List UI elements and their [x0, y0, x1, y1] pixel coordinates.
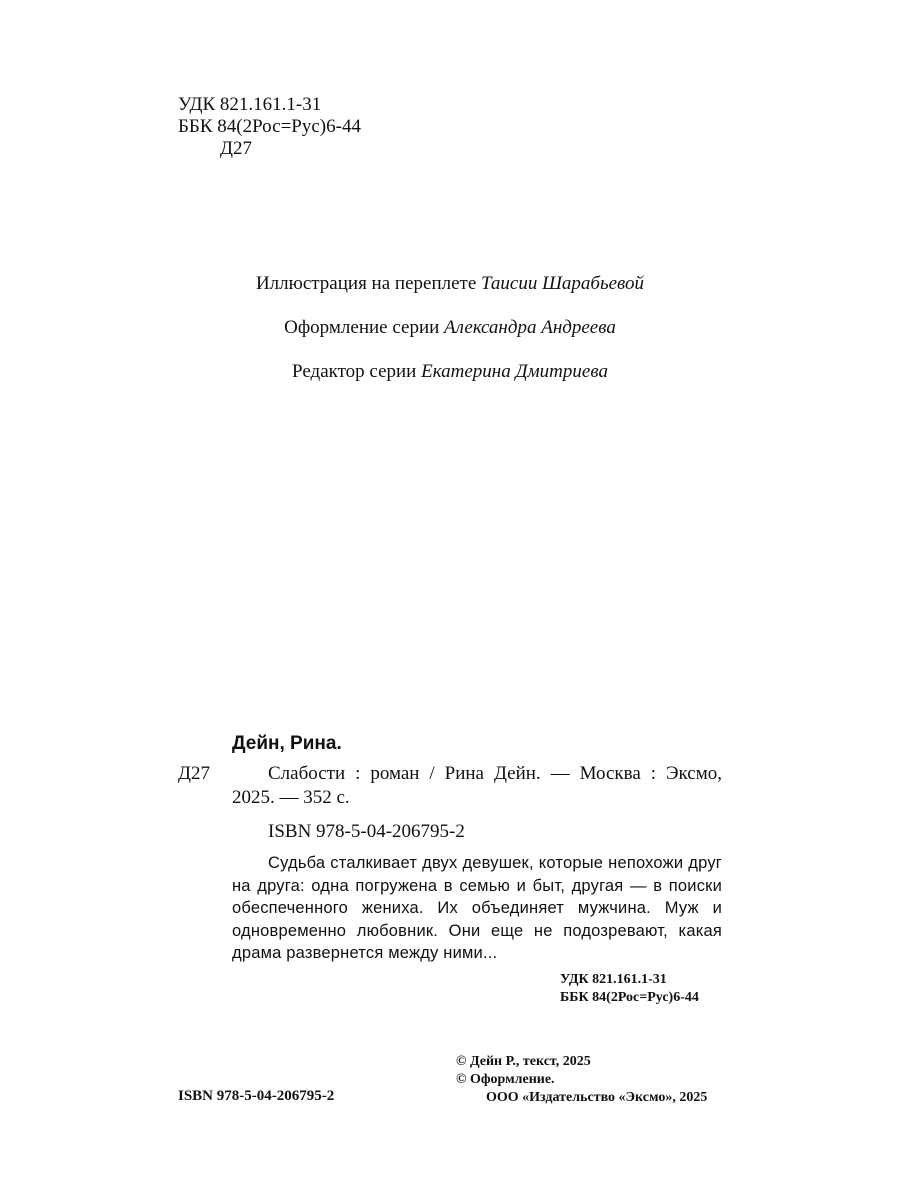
- bottom-bbk-code: ББК 84(2Рос=Рус)6-44: [560, 990, 699, 1005]
- credit-series-editor: [0, 360, 900, 384]
- copyright-design: © Оформление.: [456, 1072, 555, 1087]
- credit-series-design-label: Оформление серии: [284, 317, 440, 338]
- credit-series-editor-name: Екатерина Дмитриева: [421, 361, 608, 382]
- udk-code: УДК 821.161.1-31: [178, 94, 322, 115]
- copyright-text: © Дейн Р., текст, 2025: [456, 1054, 591, 1069]
- author-heading: Дейн, Рина.: [232, 733, 342, 754]
- bibliographic-description: Слабости : роман / Рина Дейн. — Москва : Эксмо, 2025. — 352 с.: [232, 763, 722, 808]
- record-isbn: ISBN 978-5-04-206795-2: [268, 821, 465, 842]
- bottom-udk-code: УДК 821.161.1-31: [560, 972, 667, 987]
- isbn-bottom: ISBN 978-5-04-206795-2: [178, 1088, 335, 1104]
- bbk-code: ББК 84(2Рос=Рус)6-44: [178, 116, 361, 137]
- annotation-text: Судьба сталкивает двух девушек, которые непохожи друг на друга: одна погружена в семью и быт, другая — в поиски обеспеченного жениха. Их объединяет мужчина. Муж и одновременно любовник. Они еще не подозревают, какая драма развернется между ними...: [232, 854, 722, 962]
- copyright-publisher: ООО «Издательство «Эксмо», 2025: [486, 1090, 708, 1105]
- credit-illustration: [0, 272, 900, 296]
- credit-series-editor-label: Редактор серии: [292, 361, 417, 382]
- credit-series-design: [0, 316, 900, 340]
- record-author-mark: Д27: [178, 763, 210, 784]
- author-mark: Д27: [220, 138, 252, 159]
- credit-series-design-name: Александра Андреева: [444, 317, 616, 338]
- credit-illustration-label: Иллюстрация на переплете: [255, 273, 477, 294]
- credit-illustration-name: Таисии Шарабьевой: [481, 273, 645, 294]
